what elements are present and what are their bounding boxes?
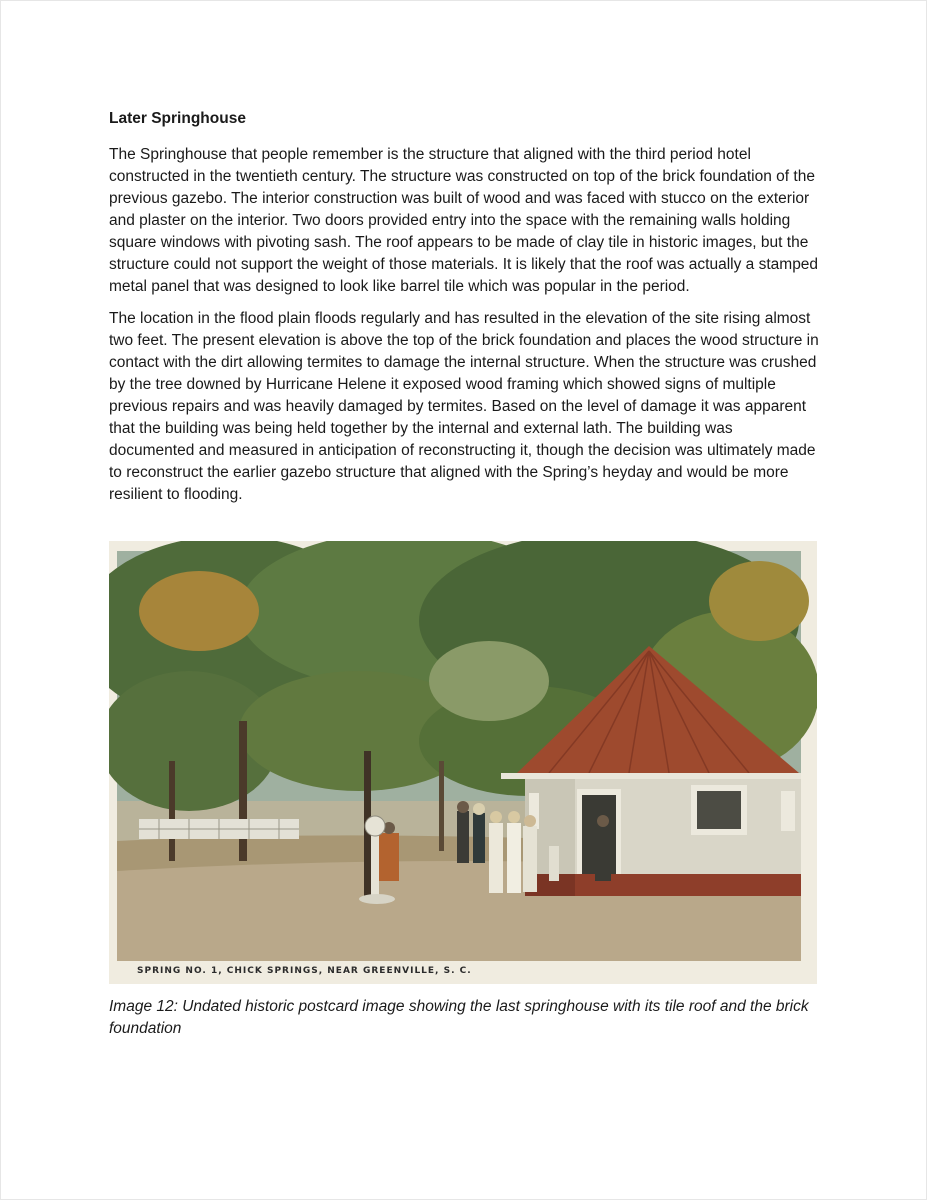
section-heading: Later Springhouse — [109, 110, 246, 127]
document-body — [109, 108, 821, 516]
paragraph-1: The Springhouse that people remember is the structure that aligned with the third period hotel constructed in the twentieth century. The structure was constructed on top of the brick foundation of the previous gazebo. The interior construction was built of wood and was faced with stucco on the exterior and plaster on the interior. Two doors provided entry into the space with the remaining walls holding square windows with pivoting sash. The roof appears to be made of clay tile in historic images, but the structure could not support the weight of those materials. It is likely that the roof was actually a stamped metal panel that was designed to look like barrel tile which was popular in the period. — [109, 146, 819, 295]
postcard-caption: SPRING NO. 1, CHICK SPRINGS, NEAR GREENVILLE, S. C. — [137, 966, 472, 976]
postcard-image — [109, 541, 817, 984]
paragraph-2: The location in the flood plain floods regularly and has resulted in the elevation of the site rising almost two feet. The present elevation is above the top of the brick foundation and places the wood structure in contact with the dirt allowing termites to damage the internal structure. When the structure was crushed by the tree downed by Hurricane Helene it exposed wood framing which showed signs of multiple previous repairs and was heavily damaged by termites. Based on the level of damage it was apparent that the building was being held together by the internal and external lath. The building was documented and measured in anticipation of reconstructing it, though the decision was ultimately made to reconstruct the earlier gazebo structure that aligned with the Spring’s heyday and would be more resilient to flooding. — [109, 310, 819, 503]
figure-caption: Image 12: Undated historic postcard image showing the last springhouse with its tile roof and the brick foundation — [109, 998, 809, 1037]
